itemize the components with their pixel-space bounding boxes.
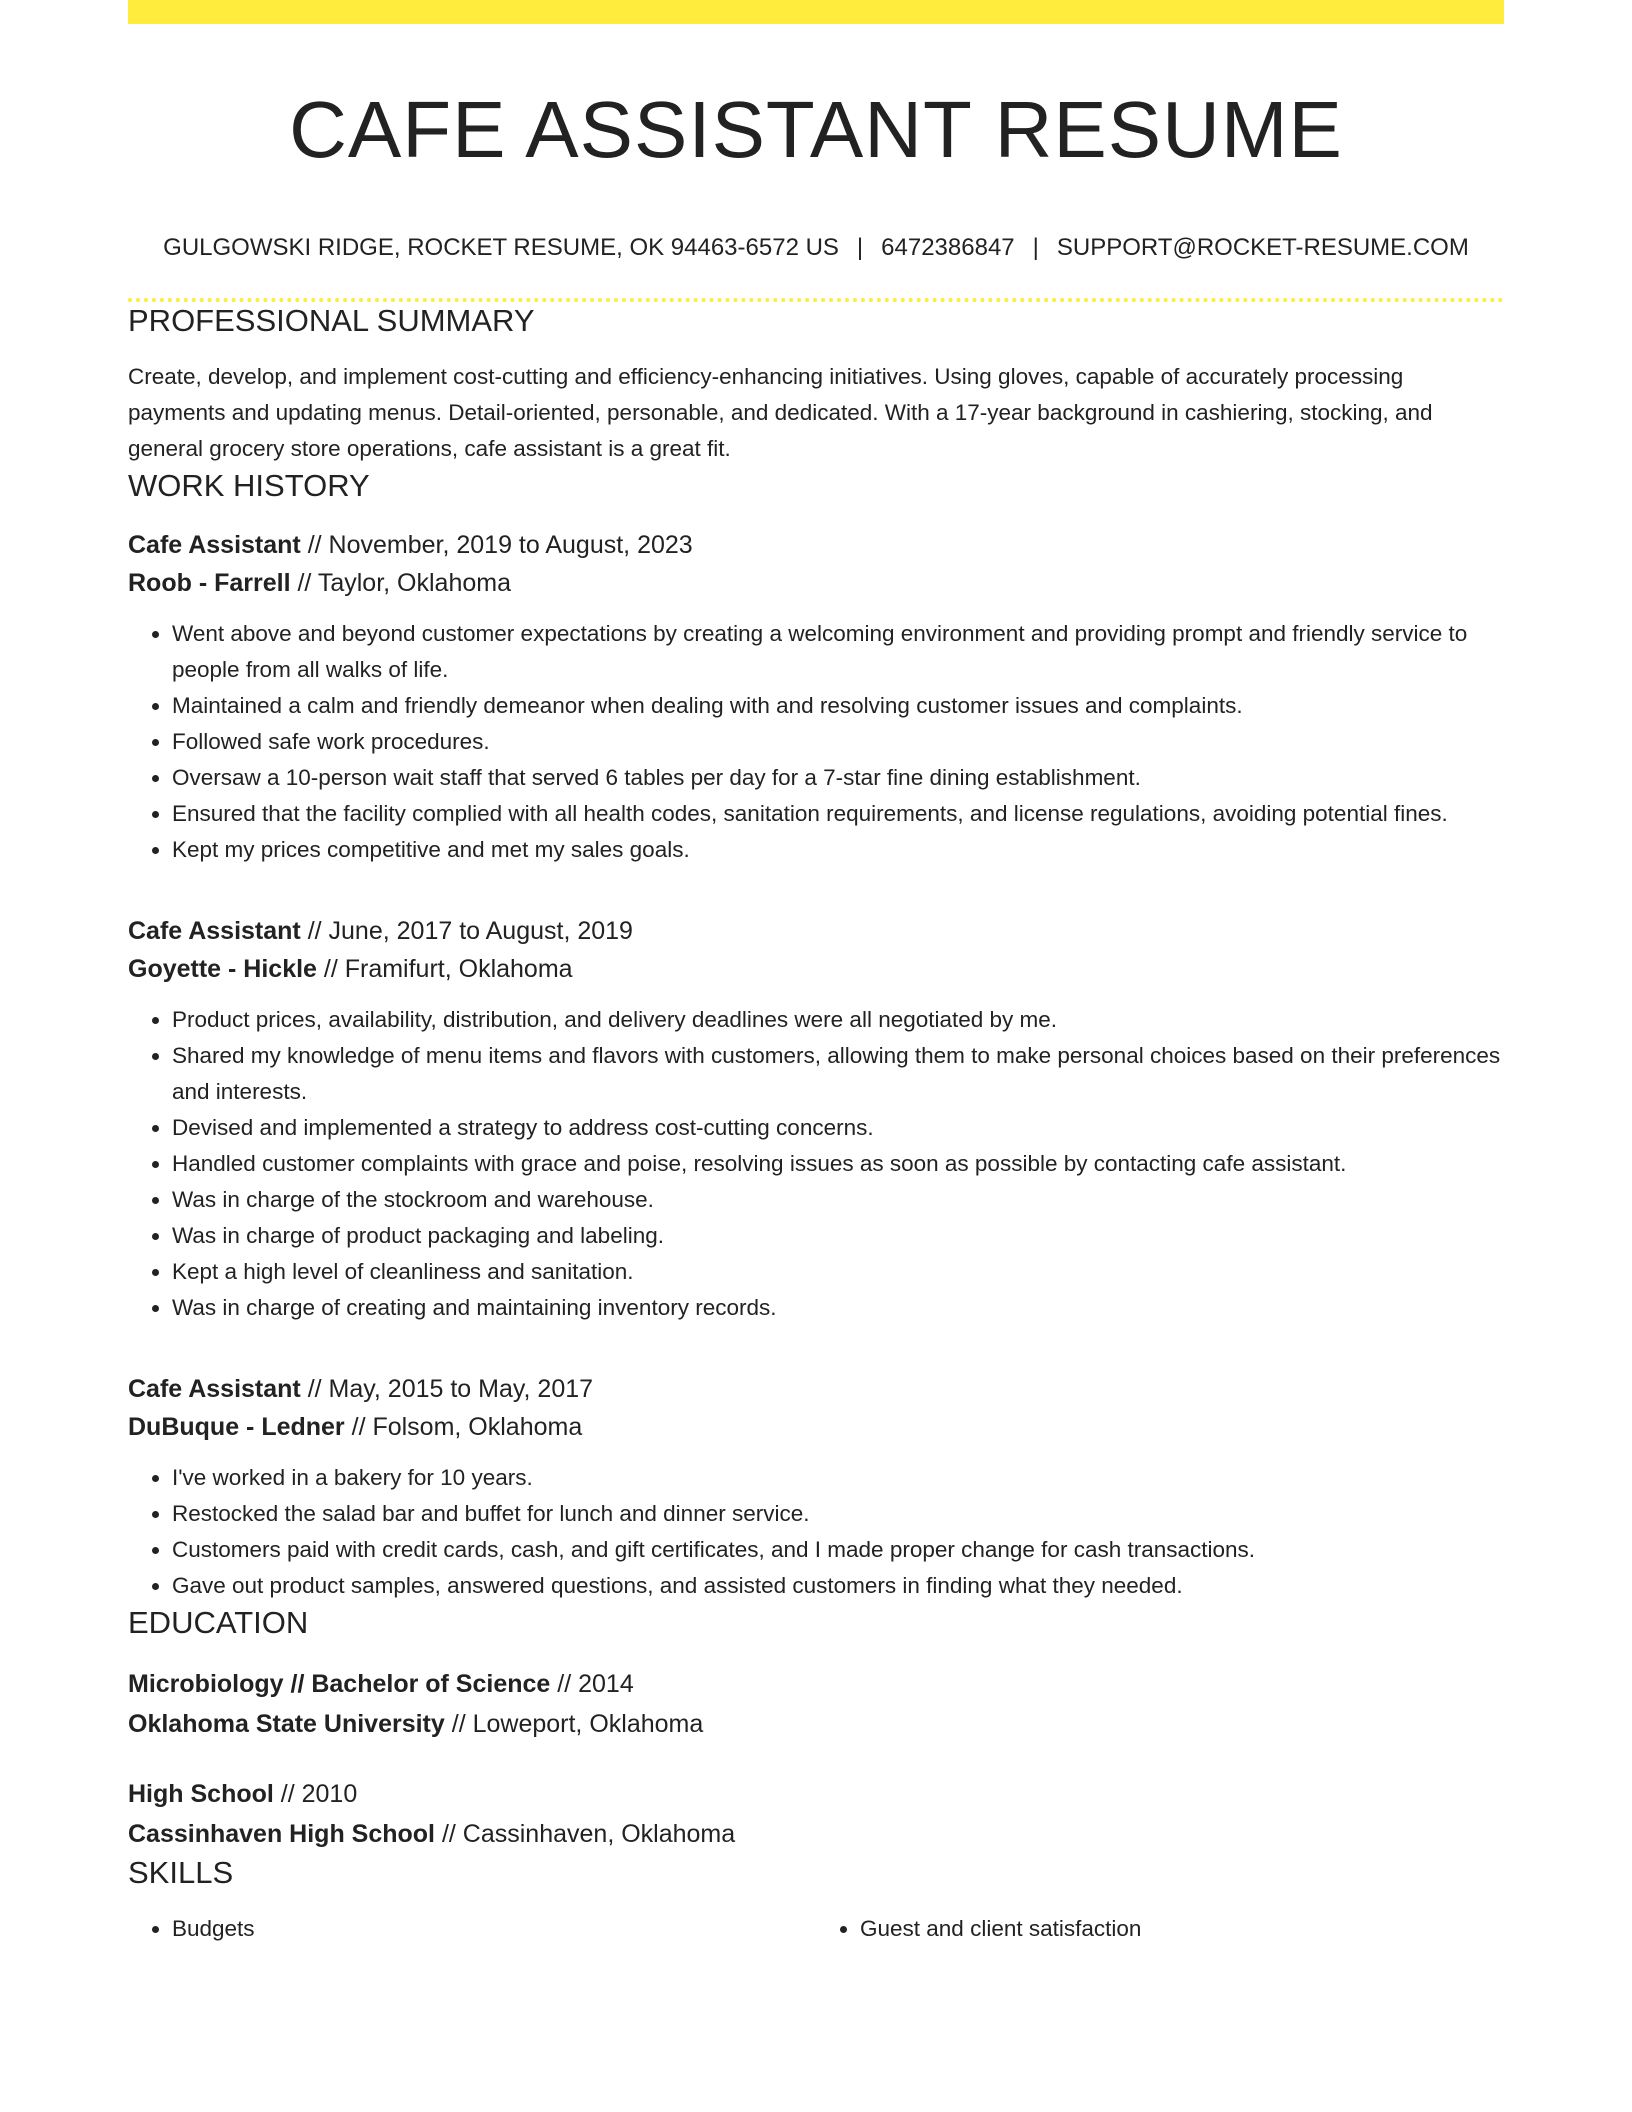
education-entry: [128, 1774, 1504, 1854]
job-dates: // June, 2017 to August, 2019: [300, 917, 633, 946]
list-item: • Product prices, availability, distribution, and delivery deadlines were all negotiated by me.: [172, 1002, 1504, 1038]
job-bullets: [128, 616, 1504, 868]
education-degree-line: [128, 1664, 1504, 1704]
list-item: • Shared my knowledge of menu items and flavors with customers, allowing them to make personal choices based on their preferences and interests.: [172, 1038, 1504, 1110]
list-item: • Ensured that the facility complied with all health codes, sanitation requirements, and license regulations, avoiding potential fines.: [172, 796, 1504, 832]
summary-heading: PROFESSIONAL SUMMARY: [128, 303, 535, 338]
education-location: // Cassinhaven, Oklahoma: [435, 1819, 736, 1848]
contact-separator: |: [1032, 234, 1039, 261]
job-location: // Framifurt, Oklahoma: [316, 955, 573, 984]
list-item: • Was in charge of the stockroom and warehouse.: [172, 1182, 1504, 1218]
job-location: // Folsom, Oklahoma: [344, 1413, 583, 1442]
skills-column-right: [816, 1911, 1504, 1947]
job-company-line: [128, 1408, 1504, 1446]
resume-title: CAFE ASSISTANT RESUME: [289, 85, 1343, 174]
list-item: • Kept my prices competitive and met my sales goals.: [172, 832, 1504, 868]
list-item: • Was in charge of product packaging and labeling.: [172, 1218, 1504, 1254]
summary-text: Create, develop, and implement cost-cutting and efficiency-enhancing initiatives. Using gloves, capable of accurately processing payments and updating menus. Detail-oriented, personable, and dedicated. With a 17-year background in cashiering, stocking, and general grocery store operations, cafe assistant is a great fit.: [128, 364, 1433, 462]
job-bullets: [128, 1460, 1504, 1604]
list-item: • Gave out product samples, answered questions, and assisted customers in finding what they needed.: [172, 1568, 1504, 1604]
job-role: Cafe Assistant: [128, 531, 301, 560]
list-item: • Maintained a calm and friendly demeanor when dealing with and resolving customer issues and complaints.: [172, 688, 1504, 724]
contact-separator: |: [856, 234, 864, 261]
education-school: Oklahoma State University: [128, 1709, 445, 1738]
list-item: • Was in charge of creating and maintaining inventory records.: [172, 1290, 1504, 1326]
education-year: // 2014: [550, 1669, 634, 1698]
job-company: DuBuque - Ledner: [128, 1413, 345, 1442]
job-entry: [128, 526, 1504, 868]
job-company-line: [128, 950, 1504, 988]
skills-grid: [128, 1911, 1504, 1947]
list-item: • I've worked in a bakery for 10 years.: [172, 1460, 1504, 1496]
skills-heading: SKILLS: [128, 1854, 234, 1890]
education-school-line: [128, 1814, 1504, 1854]
work-history-heading: WORK HISTORY: [128, 468, 370, 504]
list-item: • Budgets: [172, 1911, 816, 1947]
job-entry: [128, 1370, 1504, 1604]
contact-line: [128, 234, 1504, 262]
list-item: • Restocked the salad bar and buffet for lunch and dinner service.: [172, 1496, 1504, 1532]
job-company: Goyette - Hickle: [128, 955, 317, 984]
accent-top-bar: [128, 0, 1504, 24]
education-degree: Microbiology // Bachelor of Science: [128, 1669, 551, 1698]
job-location: // Taylor, Oklahoma: [290, 569, 511, 598]
job-company-line: [128, 564, 1504, 602]
job-title-line: [128, 1370, 1504, 1408]
list-item: • Followed safe work procedures.: [172, 724, 1504, 760]
contact-address: GULGOWSKI RIDGE, ROCKET RESUME, OK 94463-6572 US: [163, 234, 839, 261]
education-school: Cassinhaven High School: [128, 1819, 436, 1848]
list-item: • Oversaw a 10-person wait staff that served 6 tables per day for a 7-star fine dining establishment.: [172, 760, 1504, 796]
education-location: // Loweport, Oklahoma: [444, 1709, 704, 1738]
job-company: Roob - Farrell: [128, 569, 291, 598]
list-item: • Customers paid with credit cards, cash, and gift certificates, and I made proper change for cash transactions.: [172, 1532, 1504, 1568]
job-title-line: [128, 526, 1504, 564]
resume-page: [128, 0, 1504, 1947]
education-school-line: [128, 1704, 1504, 1744]
list-item: • Kept a high level of cleanliness and sanitation.: [172, 1254, 1504, 1290]
education-degree-line: [128, 1774, 1504, 1814]
list-item: • Guest and client satisfaction: [860, 1911, 1504, 1947]
education-degree: High School: [128, 1779, 274, 1808]
contact-email: SUPPORT@ROCKET-RESUME.COM: [1056, 234, 1469, 261]
job-role: Cafe Assistant: [128, 917, 301, 946]
education-year: // 2010: [273, 1779, 358, 1808]
list-item: • Handled customer complaints with grace and poise, resolving issues as soon as possible by contacting cafe assistant.: [172, 1146, 1504, 1182]
job-title-line: [128, 912, 1504, 950]
education-entry: [128, 1664, 1504, 1744]
education-heading: EDUCATION: [128, 1605, 309, 1641]
contact-phone: 6472386847: [881, 234, 1015, 261]
list-item: • Devised and implemented a strategy to address cost-cutting concerns.: [172, 1110, 1504, 1146]
job-role: Cafe Assistant: [128, 1375, 301, 1404]
job-entry: [128, 912, 1504, 1326]
job-dates: // November, 2019 to August, 2023: [300, 531, 693, 560]
job-bullets: [128, 1002, 1504, 1326]
job-dates: // May, 2015 to May, 2017: [300, 1375, 594, 1404]
list-item: • Went above and beyond customer expectations by creating a welcoming environment and providing prompt and friendly service to people from all walks of life.: [172, 616, 1504, 688]
skills-column-left: [128, 1911, 816, 1947]
